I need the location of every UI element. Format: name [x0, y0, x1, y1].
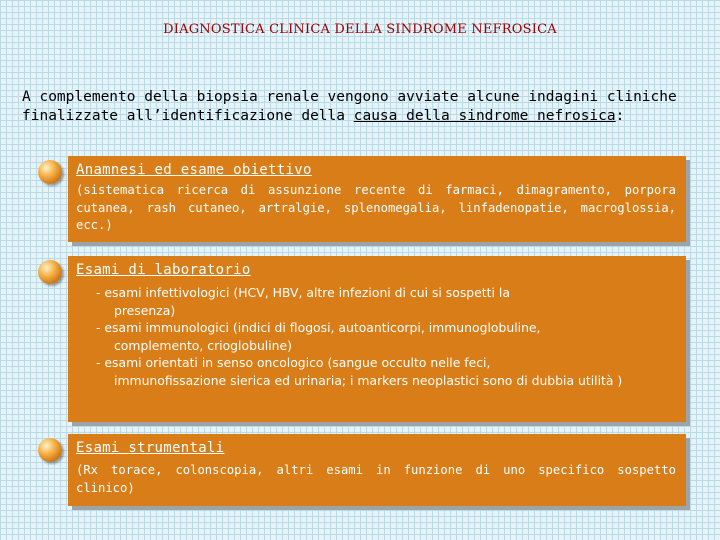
orange-bullet-icon — [38, 260, 62, 284]
list-item-text-cont: immunofissazione sierica ed urinaria; i markers neoplastici sono di dubbia utilità ) — [114, 372, 623, 388]
list-item-text: - esami infettivologici (HCV, HBV, altre infezioni di cui si sospetti la — [96, 285, 510, 300]
list-item-text: - esami immunologici (indici di flogosi, autoanticorpi, immunoglobuline, — [96, 320, 541, 335]
section-card-anamnesi — [68, 156, 686, 242]
intro-text: A complemento della biopsia renale vengono avviate alcune indagini cliniche finalizzate all’identificazione della — [22, 89, 677, 124]
intro-paragraph — [22, 88, 702, 126]
section-body: (sistematica ricerca di assunzione recente di farmaci, dimagramento, porpora cutanea, rash cutaneo, artralgie, splenomegalia, linfadenopatie, macroglossia, ecc.) — [76, 183, 676, 232]
list-item — [96, 284, 676, 319]
intro-text-end: : — [615, 108, 625, 124]
orange-bullet-icon — [38, 438, 62, 462]
orange-bullet-icon — [38, 160, 62, 184]
section-heading: Anamnesi ed esame obiettivo — [76, 162, 312, 178]
lab-items-list — [96, 284, 676, 389]
section-body: (Rx torace, colonscopia, altri esami in funzione di uno specifico sospetto clinico) — [76, 463, 676, 495]
list-item — [96, 319, 676, 354]
section-heading: Esami di laboratorio — [76, 262, 251, 278]
page-title: DIAGNOSTICA CLINICA DELLA SINDROME NEFROSICA — [163, 22, 557, 37]
intro-underlined-text: causa della sindrome nefrosica — [353, 108, 616, 124]
list-item-text: - esami orientati in senso oncologico (sangue occulto nelle feci, — [96, 355, 491, 370]
list-item-text-cont: complemento, crioglobuline) — [114, 337, 292, 353]
section-card-laboratorio — [68, 256, 686, 422]
section-card-strumentali — [68, 434, 686, 506]
list-item — [96, 354, 676, 389]
list-item-text-cont: presenza) — [114, 302, 176, 318]
section-heading: Esami strumentali — [76, 440, 225, 456]
